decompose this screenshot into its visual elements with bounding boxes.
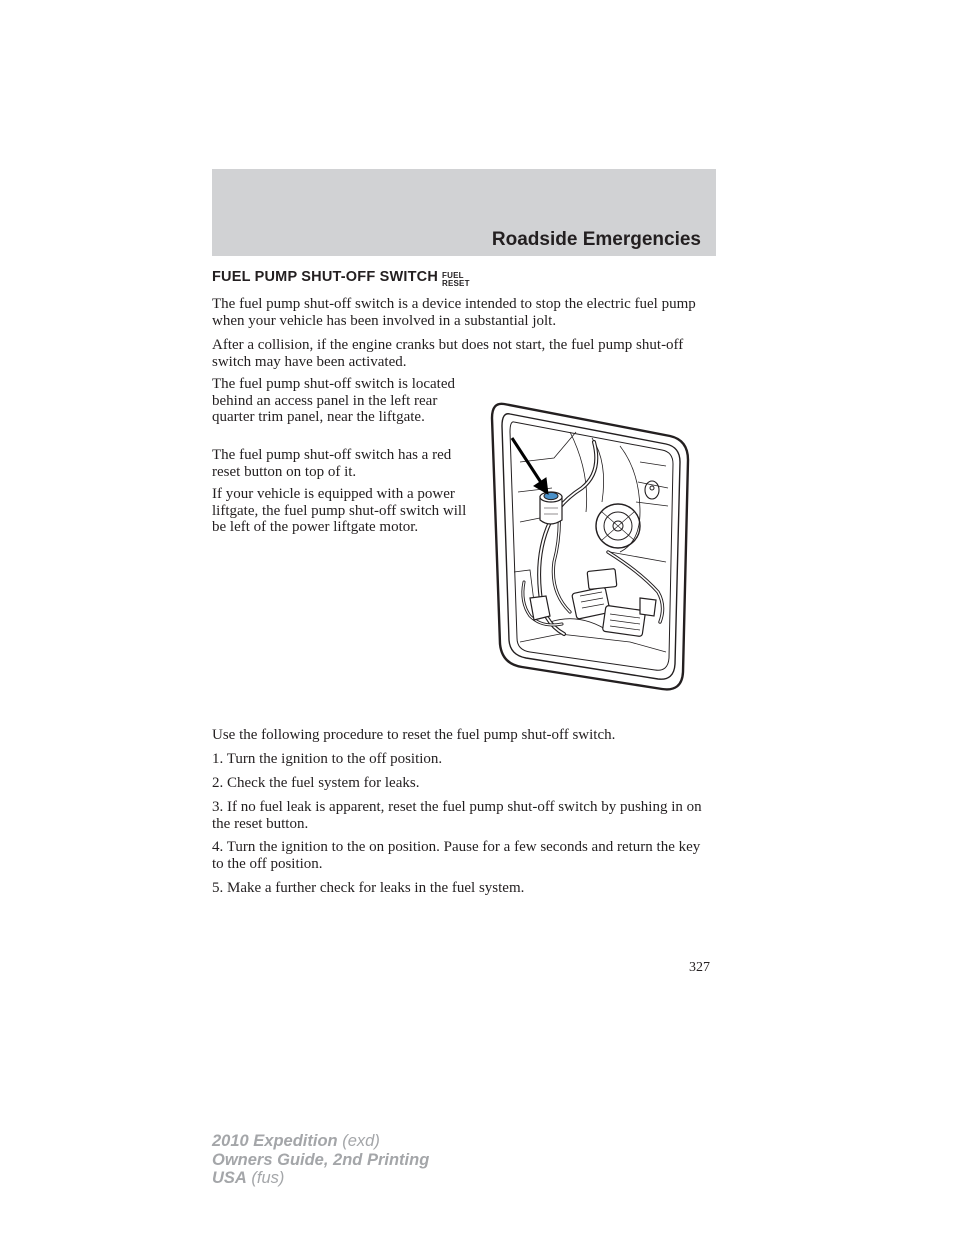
section-heading — [212, 269, 470, 288]
footer-model: 2010 Expedition — [212, 1132, 338, 1150]
paragraph-collision: After a collision, if the engine cranks but does not start, the fuel pump shut-off switch may have been activated. — [212, 337, 684, 370]
footer-model-code: (exd) — [337, 1132, 380, 1150]
section-heading-text: FUEL PUMP SHUT-OFF SWITCH — [212, 269, 438, 285]
paragraph-intro: The fuel pump shut-off switch is a device intended to stop the electric fuel pump when your vehicle has been involved in a substantial jolt. — [212, 296, 696, 329]
fuel-reset-icon-line1: FUEL — [442, 271, 464, 280]
paragraph-power-liftgate: If your vehicle is equipped with a power liftgate, the fuel pump shut-off switch will be left of the power liftgate motor. — [212, 486, 467, 535]
footer-line-3 — [212, 1169, 429, 1188]
header-band — [212, 169, 716, 256]
fuel-reset-icon — [442, 272, 470, 288]
footer-line-2 — [212, 1151, 429, 1170]
paragraph-reset-button: The fuel pump shut-off switch has a red reset button on top of it. — [212, 447, 452, 480]
footer-market: USA — [212, 1169, 247, 1187]
step-3: 3. If no fuel leak is apparent, reset the fuel pump shut-off switch by pushing in on the reset button. — [212, 799, 702, 832]
fuel-pump-shutoff-switch-illustration — [490, 402, 694, 692]
fuel-reset-icon-line2: RESET — [442, 279, 470, 288]
footer-line-1 — [212, 1132, 429, 1151]
step-2: 2. Check the fuel system for leaks. — [212, 775, 420, 791]
footer-guide: Owners Guide, 2nd Printing — [212, 1150, 430, 1169]
footer — [212, 1132, 429, 1188]
step-1: 1. Turn the ignition to the off position. — [212, 751, 443, 767]
paragraph-procedure: Use the following procedure to reset the fuel pump shut-off switch. — [212, 727, 616, 743]
step-5: 5. Make a further check for leaks in the fuel system. — [212, 880, 525, 896]
paragraph-location: The fuel pump shut-off switch is located behind an access panel in the left rear quarter trim panel, near the liftgate. — [212, 376, 456, 425]
page-number: 327 — [689, 960, 710, 975]
step-4: 4. Turn the ignition to the on position. Pause for a few seconds and return the key to the off position. — [212, 839, 701, 872]
footer-market-code: (fus) — [246, 1169, 285, 1187]
page-title: Roadside Emergencies — [491, 229, 701, 250]
